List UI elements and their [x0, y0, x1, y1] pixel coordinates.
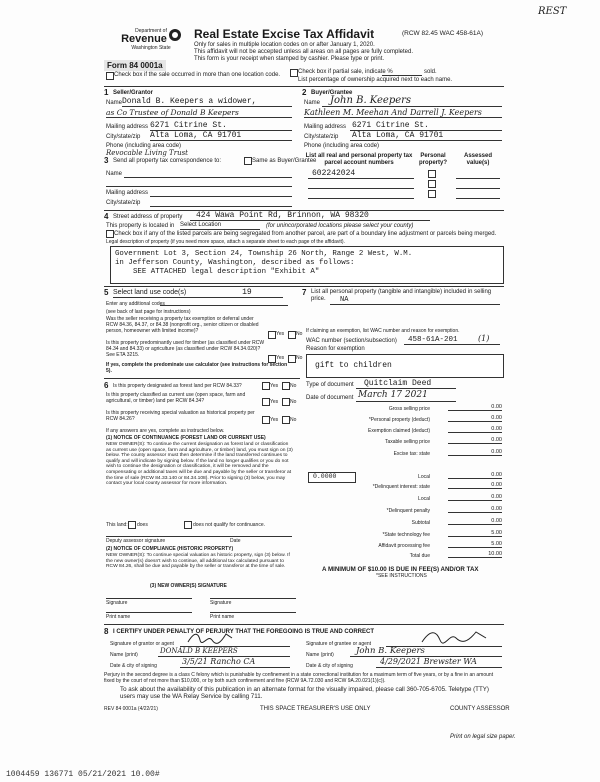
segregated-parcel-checkbox[interactable] — [106, 230, 114, 238]
segregated-parcel-label: Check box if any of the listed parcels are being segregated from another parcel, are part of a boundary line adjustment or parcels being merged. — [114, 231, 497, 237]
current-use-yes-label: Yes — [270, 399, 279, 405]
tax-row-label: Gross selling price — [388, 406, 430, 412]
claim-exemption-label: If claiming an exemption, list WAC number and reason for exemption. — [306, 328, 460, 334]
local-label: Local — [418, 474, 430, 480]
seller-address-value[interactable]: 6271 Citrine St. — [150, 121, 227, 130]
section-4-number: 4 — [104, 212, 109, 221]
forest-yes-checkbox[interactable] — [262, 382, 270, 390]
correspondence-label: Send all property tax correspondence to: — [113, 158, 222, 164]
additional-codes-label: Enter any additional codes — [106, 301, 165, 307]
exemption-yes-label: Yes — [276, 331, 285, 337]
tax-row-label: Exemption claimed (deduct) — [368, 428, 430, 434]
owner-signature-label-2: Signature — [210, 600, 232, 606]
section-2-number: 2 — [302, 88, 307, 97]
forest-yes-label: Yes — [270, 383, 279, 389]
historic-question: Is this property receiving special valuation as historical property per RCW 84.26? — [106, 410, 255, 422]
delinquent-local-value: 0.00 — [448, 494, 502, 501]
land-does-checkbox[interactable] — [128, 521, 136, 529]
current-use-yes-checkbox[interactable] — [262, 398, 270, 406]
seal-icon — [168, 28, 182, 42]
grantee-signature-label: Signature of grantee or agent — [306, 641, 372, 647]
minimum-due-note: A MINIMUM OF $10.00 IS DUE IN FEE(S) AND/OR TAX — [322, 566, 479, 573]
historic-no-label: No — [290, 417, 297, 423]
dept-logo: Department of Revenue Washington State — [106, 28, 182, 68]
tech-fee-label: *State technology fee — [382, 532, 430, 538]
land-does-label: does — [137, 522, 148, 528]
historic-no-checkbox[interactable] — [282, 416, 290, 424]
deputy-signature-label: Deputy assessor signature — [106, 538, 166, 544]
forest-land-question: Is this property designated as forest land per RCW 84.33? — [113, 383, 242, 389]
list-percentage-label: List percentage of ownership acquired next to each name. — [298, 77, 453, 83]
seller-address-label: Mailing address — [106, 124, 149, 130]
timber-no-label: No — [296, 355, 303, 361]
grantee-signature-icon — [420, 628, 490, 646]
grantee-date-label: Date & city of signing — [306, 663, 353, 669]
current-use-question: Is this property classified as current use (open space, farm and agricultural, or timber) land per RCW 84.34? — [106, 392, 246, 404]
seller-name-value[interactable]: Donald B. Keepers a widower, — [122, 97, 257, 106]
wac-label: WAC number (section/subsection) — [306, 338, 397, 344]
grantor-name-label: Name (print) — [110, 652, 138, 658]
doc-type-value[interactable]: Quitclaim Deed — [364, 379, 432, 388]
alt-format-notice: To ask about the availability of this publication in an alternate format for the visually impaired, please call 360-705-6705. Teletype (TTY) users may use the WA Relay Service by calling 711. — [120, 686, 489, 700]
notice-continuance-title: (1) NOTICE OF CONTINUANCE (FOREST LAND OR CURRENT USE) — [106, 435, 266, 441]
seller-heading: Seller/Grantor — [113, 90, 154, 96]
county-assessor-label: COUNTY ASSESSOR — [450, 706, 510, 712]
this-land-label: This land: — [106, 522, 128, 528]
treasurer-label: THIS SPACE TREASURER'S USE ONLY — [260, 706, 371, 712]
buyer-address-value[interactable]: 6271 Citrine St. — [352, 121, 429, 130]
multi-location-checkbox[interactable] — [106, 72, 114, 80]
forest-no-label: No — [290, 383, 297, 389]
penalty-label: *Delinquent penalty — [386, 508, 430, 514]
owner-print-label-1: Print name — [106, 614, 131, 620]
buyer-address-label: Mailing address — [304, 124, 347, 130]
personal-property-checkbox-3[interactable] — [428, 190, 436, 198]
buyer-name-handwritten: John B. Keepers — [330, 95, 412, 106]
current-use-no-label: No — [290, 399, 297, 405]
partial-sale-checkbox[interactable] — [290, 69, 298, 77]
delinquent-state-label: *Delinquent interest: state — [372, 484, 430, 490]
grantee-name-value[interactable]: John B. Keepers — [356, 646, 425, 656]
notice-compliance-title: (2) NOTICE OF COMPLIANCE (HISTORIC PROPERTY) — [106, 546, 234, 552]
corner-annotation: REST — [538, 6, 567, 17]
street-address-value[interactable]: 424 Wawa Point Rd, Brinnon, WA 98320 — [196, 211, 369, 220]
legal-description-box[interactable] — [110, 246, 504, 284]
doc-date-value[interactable]: March 17 2021 — [358, 390, 428, 400]
certify-statement: I CERTIFY UNDER PENALTY OF PERJURY THAT THE FOREGOING IS TRUE AND CORRECT — [113, 629, 375, 635]
doc-date-label: Date of document — [306, 395, 354, 401]
predominate-use-note: If yes, complete the predominate use calculator (see instructions for section 5). — [106, 362, 288, 374]
note-2: This affidavit will not be accepted unless all areas on all pages are fully completed. — [194, 49, 414, 55]
tech-fee-value: 5.00 — [448, 530, 502, 537]
buyer-heading: Buyer/Grantee — [311, 90, 353, 96]
perjury-notice: Perjury in the second degree is a class C felony which is punishable by confinement in a state correctional institution for a maximum term of five years, or by a fine in an amount fixed by the court of not more than $10,000, or by both such confinement and fine (RCW 9A.72.030 and RCW 9A.20.021(1)(c)). — [104, 672, 494, 684]
multi-location-label: Check box if the sale occurred in more than one location code. — [114, 72, 281, 78]
land-use-label: Select land use code(s) — [113, 289, 187, 296]
assessed-value-header: Assessed value(s) — [463, 153, 493, 166]
section-8-number: 8 — [104, 627, 109, 636]
section-1-number: 1 — [104, 88, 109, 97]
parcel-number-1[interactable]: 602242024 — [312, 169, 356, 178]
buyer-name-label: Name — [304, 100, 321, 106]
note-1: Only for sales in multiple location codes on or after January 1, 2020. — [194, 42, 375, 48]
recording-stamp: 1004459 136771 05/21/2021 10.00# — [6, 770, 160, 779]
grantor-date-label: Date & city of signing — [110, 663, 157, 669]
located-note: (for unincorporated locations please select your county) — [266, 223, 414, 229]
reason-value: gift to children — [315, 361, 392, 370]
seller-city-value[interactable]: Alta Loma, CA 91701 — [150, 131, 242, 140]
tax-row-label: Taxable selling price — [384, 439, 430, 445]
wac-value[interactable]: 458-61A-201 — [408, 336, 458, 344]
street-address-label: Street address of property — [113, 214, 183, 220]
delinquent-state-value: 0.00 — [448, 482, 502, 489]
seller-city-label: City/state/zip — [106, 134, 141, 140]
land-use-select[interactable] — [113, 288, 283, 298]
note-3: This form is your receipt when stamped by cashier. Please type or print. — [194, 56, 385, 62]
personal-property-label: List all personal property (tangible and intangible) included in selling price. — [311, 289, 492, 302]
correspondence-address-label: Mailing address — [106, 190, 149, 196]
tax-row-value: 0.00 — [448, 437, 502, 444]
legal-description-label: Legal description of property (if you need more space, attach a separate sheet to each page of the affidavit). — [106, 239, 345, 245]
total-due-value: 10.00 — [448, 551, 502, 558]
buyer-name-handwritten-2: Kathleen M. Meehan And Darrell J. Keepers — [304, 108, 482, 117]
land-use-value: 19 — [242, 288, 252, 297]
section-5-number: 5 — [104, 288, 109, 297]
owner-signature-label-1: Signature — [106, 600, 128, 606]
land-does-not-label: does not qualify for continuance. — [193, 522, 265, 528]
tax-row-label: *Personal property (deduct) — [368, 417, 430, 423]
correspondence-name-label: Name — [106, 171, 123, 177]
subtotal-value: 0.00 — [448, 518, 502, 525]
forest-no-checkbox[interactable] — [282, 382, 290, 390]
affidavit-fee-label: Affidavit processing fee — [378, 543, 430, 549]
wac-subsection-handwritten: (1) — [478, 334, 490, 343]
seller-name-label: Name — [106, 100, 123, 106]
total-due-label: Total due — [409, 553, 430, 559]
grantor-signature-icon — [186, 630, 236, 646]
form-number: Form 84 0001a — [104, 60, 166, 71]
grantor-name-value[interactable]: DONALD B KEEPERS — [160, 647, 238, 655]
deputy-date-label: Date — [230, 538, 241, 544]
doc-type-label: Type of document — [306, 382, 354, 388]
exemption-yes-checkbox[interactable] — [268, 331, 276, 339]
current-use-no-checkbox[interactable] — [282, 398, 290, 406]
seller-trust-handwritten: Revocable Living Trust — [106, 149, 188, 157]
land-does-not-checkbox[interactable] — [184, 521, 192, 529]
legal-line-1: Government Lot 3, Section 24, Township 26 North, Range 2 West, W.M. — [115, 250, 413, 258]
legal-paper-note: Print on legal size paper. — [450, 734, 516, 740]
delinquent-local-label: Local — [418, 496, 430, 502]
see-instructions-note: *SEE INSTRUCTIONS — [376, 573, 427, 579]
buyer-city-label: City/state/zip — [304, 134, 339, 140]
new-owner-signature-title: (3) NEW OWNER(S) SIGNATURE — [150, 583, 227, 589]
affidavit-fee-value: 5.00 — [448, 541, 502, 548]
same-as-buyer-checkbox[interactable] — [244, 157, 252, 165]
tax-row-value: 0.00 — [448, 415, 502, 422]
exemption-question: Was the seller receiving a property tax exemption or deferral under RCW 84.36, 84.37, or 84.38 (nonprofit org., senior citizen or disabled person, homeowner with limited income)? — [106, 316, 259, 334]
buyer-city-value[interactable]: Alta Loma, CA 91701 — [352, 131, 444, 140]
grantor-signature-label: Signature of grantor or agent — [110, 641, 174, 647]
sold-label: sold. — [424, 69, 437, 75]
personal-property-header: Personal property? — [418, 153, 447, 166]
complete-instructions: If any answers are yes, complete as instructed below. — [106, 428, 225, 434]
exemption-no-checkbox[interactable] — [288, 331, 296, 339]
historic-yes-checkbox[interactable] — [262, 416, 270, 424]
correspondence-city-label: City/state/zip — [106, 200, 141, 206]
personal-property-value[interactable]: NA — [340, 296, 349, 304]
buyer-phone-label: Phone (including area code) — [304, 143, 380, 149]
timber-yes-label: Yes — [276, 355, 285, 361]
see-back-label: (see back of last page for instructions) — [106, 309, 191, 315]
tax-row-label: Excise tax: state — [393, 451, 430, 457]
parcel-header: List all real and personal property tax parcel account numbers — [305, 153, 413, 166]
reason-label: Reason for exemption — [306, 346, 365, 352]
seller-phone-label: Phone (including area code) — [106, 143, 182, 149]
exemption-no-label: No — [296, 331, 303, 337]
same-as-buyer-label: Same as Buyer/Grantee — [252, 158, 317, 164]
personal-property-checkbox-2[interactable] — [428, 180, 436, 188]
grantee-name-label: Name (print) — [306, 652, 334, 658]
tax-row-value: 0.00 — [448, 449, 502, 456]
form-citation: (RCW 82.45 WAC 458-61A) — [402, 30, 484, 37]
notice-continuance-text: NEW OWNER(S): To continue the current designation as forest land or classification as current use (open space, farm and agriculture, or timber) land, you must sign on (3) below. The county assessor must then determine if the land transferred continues to qualify and will indicate by signing below. If the land no longer qualifies or you do not wish to continue the designation or classification, it will be removed and the compensating or additional taxes will be due and payable by the seller or transferor at the time of sale (RCW 84.33.140 or 84.34.108). Prior to signing (3) below, you may contact your local county assessor for more information. — [106, 442, 293, 487]
legal-line-2: in Jefferson County, Washington, described as follows: — [115, 259, 355, 267]
section-3-number: 3 — [104, 156, 109, 165]
grantee-date-value[interactable]: 4/29/2021 Brewster WA — [380, 657, 477, 666]
local-rate-value: 0.0000 — [313, 473, 337, 480]
reason-box[interactable] — [306, 354, 504, 378]
legal-line-3: SEE ATTACHED legal description "Exhibit A" — [133, 268, 320, 276]
subtotal-label: Subtotal — [411, 520, 430, 526]
local-rate-box[interactable] — [308, 472, 356, 483]
form-title: Real Estate Excise Tax Affidavit — [194, 27, 375, 41]
penalty-value: 0.00 — [448, 506, 502, 513]
section-7-number: 7 — [302, 288, 307, 297]
revision-label: REV 84 0001a (4/22/21) — [104, 706, 158, 712]
seller-name-handwritten: as Co Trustee of Donald B Keepers — [106, 108, 239, 117]
notice-compliance-text: NEW OWNER(S): To continue special valuation as historic property, sign (3) below. If the new owner(s) doesn't wish to continue, all additional tax calculated pursuant to RCW 84.26, shall be due and payable by the seller or transferor at the time of sale. — [106, 553, 290, 570]
tax-row-value: 0.00 — [448, 404, 502, 411]
partial-sale-label: Check box if partial sale, indicate % — [298, 69, 393, 75]
local-value: 0.00 — [448, 472, 502, 479]
grantor-date-value[interactable]: 3/5/21 Rancho CA — [182, 657, 256, 666]
timber-question: Is this property predominantly used for timber (as classified under RCW 84.34 and 84.33) or agriculture (as classified under RCW 84.34.020)? See ETA 3215. — [106, 340, 265, 358]
owner-print-label-2: Print name — [210, 614, 235, 620]
historic-yes-label: Yes — [270, 417, 279, 423]
tax-row-value: 0.00 — [448, 426, 502, 433]
section-6-number: 6 — [104, 381, 109, 390]
located-label: This property is located in — [106, 223, 175, 229]
personal-property-checkbox-1[interactable] — [428, 170, 436, 178]
location-select[interactable]: Select Location — [180, 222, 260, 230]
